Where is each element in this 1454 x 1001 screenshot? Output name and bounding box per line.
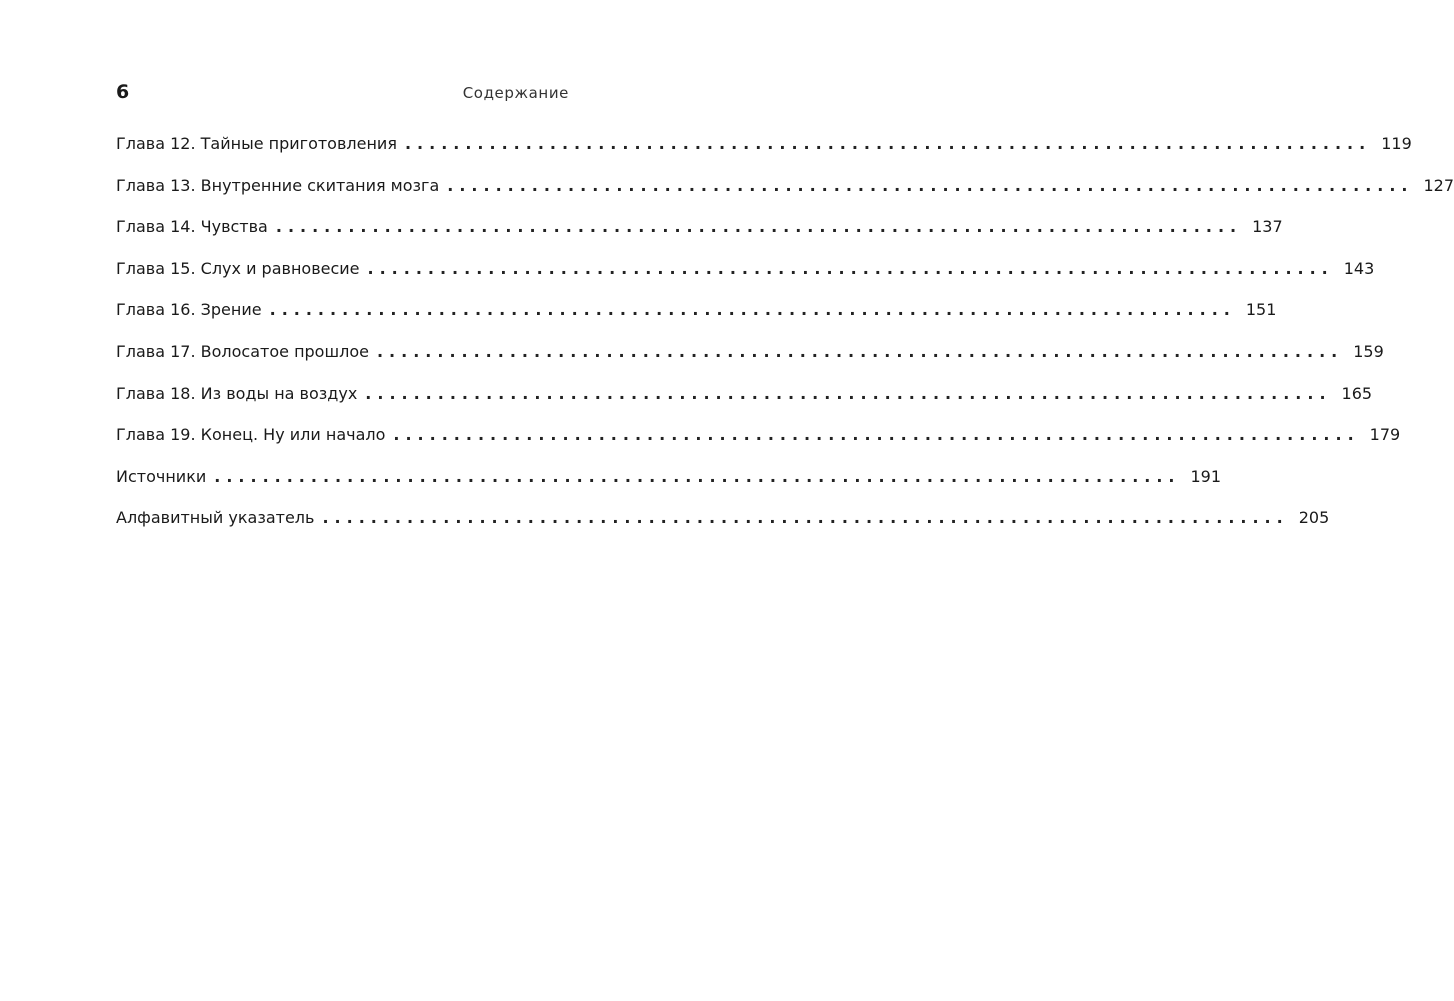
dot-leader: ................................................................................ xyxy=(393,425,1360,445)
page-header xyxy=(116,80,569,108)
toc-entry-page: 127 xyxy=(1423,175,1454,195)
toc-entry[interactable] xyxy=(116,506,1330,548)
toc-entry[interactable] xyxy=(116,382,1373,424)
dot-leader: ................................................................................ xyxy=(269,300,1236,320)
toc-entry[interactable] xyxy=(116,257,1375,299)
dot-leader: ................................................................................ xyxy=(322,508,1289,528)
toc-entry[interactable] xyxy=(116,132,1412,174)
toc-entry-title: Глава 18. Из воды на воздух xyxy=(116,383,358,403)
dot-leader: ................................................................................ xyxy=(447,175,1414,195)
toc-entry-title: Глава 12. Тайные приготовления xyxy=(116,134,397,153)
toc-entry[interactable] xyxy=(116,465,1222,507)
toc-entry-title: Источники xyxy=(116,466,207,486)
toc-entry[interactable] xyxy=(116,174,1454,216)
toc-entry-title: Глава 14. Чувства xyxy=(116,217,268,237)
toc-entry-title: Глава 17. Волосатое прошлое xyxy=(116,341,369,361)
toc-entry[interactable] xyxy=(116,340,1384,382)
dot-leader: ................................................................................ xyxy=(404,134,1372,153)
toc-entry-page: 137 xyxy=(1252,217,1283,237)
toc-entry-title: Глава 15. Слух и равновесие xyxy=(116,258,360,278)
toc-entry[interactable] xyxy=(116,215,1283,257)
toc-entry-title: Глава 16. Зрение xyxy=(116,300,262,320)
toc-entry-page: 205 xyxy=(1298,508,1330,528)
toc-entry-title: Алфавитный указатель xyxy=(116,508,315,528)
table-of-contents xyxy=(116,132,1454,548)
toc-entry[interactable] xyxy=(116,298,1277,340)
toc-entry[interactable] xyxy=(116,423,1401,465)
toc-entry-page: 159 xyxy=(1353,341,1384,361)
toc-entry-page: 179 xyxy=(1369,425,1401,445)
toc-entry-page: 165 xyxy=(1341,383,1373,403)
toc-entry-page: 191 xyxy=(1190,466,1222,486)
toc-entry-title: Глава 19. Конец. Ну или начало xyxy=(116,425,386,445)
running-title: Содержание xyxy=(462,84,569,102)
toc-entry-page: 119 xyxy=(1381,134,1412,153)
toc-entry-title: Глава 13. Внутренние скитания мозга xyxy=(116,175,440,195)
dot-leader: ................................................................................ xyxy=(365,383,1332,403)
toc-entry-page: 151 xyxy=(1245,300,1277,320)
toc-entry-page: 143 xyxy=(1343,258,1375,278)
dot-leader: ................................................................................ xyxy=(376,341,1344,361)
dot-leader: ................................................................................ xyxy=(214,466,1181,486)
page-number: 6 xyxy=(116,81,130,103)
dot-leader: ................................................................................ xyxy=(275,217,1243,237)
dot-leader: ................................................................................ xyxy=(367,258,1334,278)
